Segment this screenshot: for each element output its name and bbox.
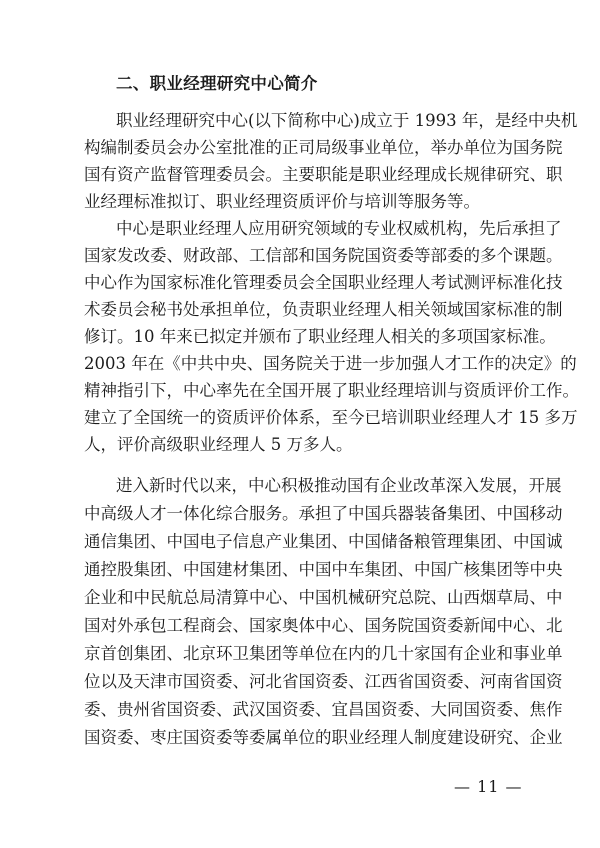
paragraph-2-line-8: 建立了全国统一的资质评价体系，至今已培训职业经理人才 15 多万 xyxy=(84,408,578,427)
paragraph-2-line-2: 国家发改委、财政部、工信部和国务院国资委等部委的多个课题。 xyxy=(84,246,563,265)
paragraph-3-line-7: 京首创集团、北京环卫集团等单位在内的几十家国有企业和事业单 xyxy=(84,644,563,663)
paragraph-3-line-10: 国资委、枣庄国资委等委属单位的职业经理人制度建设研究、企业 xyxy=(84,728,563,747)
paragraph-2-line-7: 精神指引下，中心率先在全国开展了职业经理培训与资质评价工作。 xyxy=(84,381,579,400)
paragraph-3-line-4: 通控股集团、中国建材集团、中国中车集团、中国广核集团等中央 xyxy=(84,560,563,579)
paragraph-2-line-3: 中心作为国家标准化管理委员会全国职业经理人考试测评标准化技 xyxy=(84,273,563,292)
paragraph-3-line-9: 委、贵州省国资委、武汉国资委、宜昌国资委、大同国资委、焦作 xyxy=(84,700,563,719)
paragraph-2-line-1: 中心是职业经理人应用研究领域的专业权威机构，先后承担了 xyxy=(116,219,562,238)
page-number: — 11 — xyxy=(454,777,523,796)
paragraph-3-line-1: 进入新时代以来，中心积极推动国有企业改革深入发展，开展 xyxy=(116,476,562,495)
paragraph-3-line-5: 企业和中民航总局清算中心、中国机械研究总院、山西烟草局、中 xyxy=(84,588,563,607)
paragraph-2-line-5: 修订。10 年来已拟定并颁布了职业经理人相关的多项国家标准。 xyxy=(84,327,556,346)
paragraph-1-line-2: 构编制委员会办公室批准的正司局级事业单位，举办单位为国务院 xyxy=(84,138,563,157)
paragraph-2-line-6: 2003 年在《中共中央、国务院关于进一步加强人才工作的决定》的 xyxy=(84,354,577,373)
paragraph-1-line-3: 国有资产监督管理委员会。主要职能是职业经理成长规律研究、职 xyxy=(84,165,563,184)
paragraph-3-line-6: 国对外承包工程商会、国家奥体中心、国务院国资委新闻中心、北 xyxy=(84,616,563,635)
section-heading: 二、职业经理研究中心简介 xyxy=(116,74,318,93)
paragraph-3-line-8: 位以及天津市国资委、河北省国资委、江西省国资委、河南省国资 xyxy=(84,672,563,691)
paragraph-3-line-3: 通信集团、中国电子信息产业集团、中国储备粮管理集团、中国诚 xyxy=(84,532,563,551)
paragraph-3-line-2: 中高级人才一体化综合服务。承担了中国兵器装备集团、中国移动 xyxy=(84,504,563,523)
paragraph-2-line-9: 人，评价高级职业经理人 5 万多人。 xyxy=(84,435,353,454)
paragraph-2-line-4: 术委员会秘书处承担单位，负责职业经理人相关领域国家标准的制 xyxy=(84,300,563,319)
paragraph-1-line-4: 业经理标准拟订、职业经理资质评价与培训等服务等。 xyxy=(84,192,480,211)
paragraph-1-line-1: 职业经理研究中心(以下简称中心)成立于 1993 年，是经中央机 xyxy=(116,111,578,130)
